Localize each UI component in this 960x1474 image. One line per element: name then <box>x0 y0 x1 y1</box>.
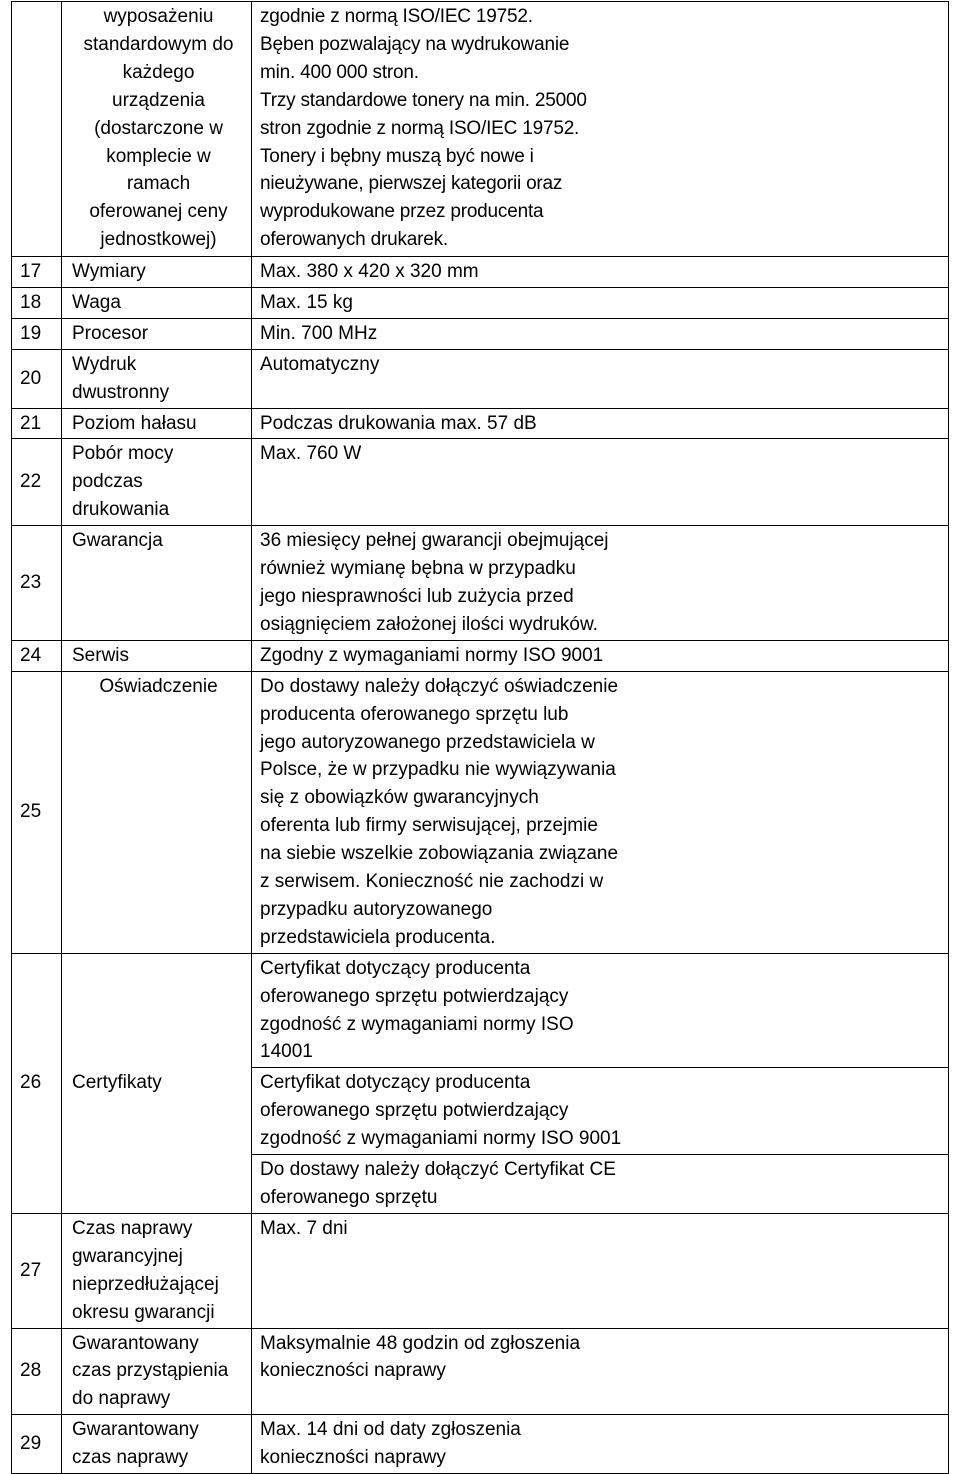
row-value: Min. 700 MHz <box>252 318 949 349</box>
table-row <box>12 2 949 257</box>
row-value: Max. 15 kg <box>252 287 949 318</box>
row-name: Procesor <box>62 318 252 349</box>
row-name: Certyfikaty <box>62 953 252 1213</box>
certificate-iso14001: Certyfikat dotyczący producenta oferowanego sprzętu potwierdzający zgodność z wymaganiami normy ISO 14001 <box>252 953 949 1068</box>
row-value: Max. 14 dni od daty zgłoszenia konieczności naprawy <box>252 1415 949 1474</box>
table-row <box>12 953 949 1068</box>
row-value: zgodnie z normą ISO/IEC 19752. Bęben pozwalający na wydrukowanie min. 400 000 stron. Trzy standardowe tonery na min. 25000 stron zgodnie z normą ISO/IEC 19752. Tonery i bębny muszą być nowe i nieużywane, pierwszej kategorii oraz wyprodukowane przez producenta oferowanych drukarek. <box>252 2 949 257</box>
row-value: Max. 7 dni <box>252 1213 949 1328</box>
table-row <box>12 318 949 349</box>
table-row <box>12 526 949 641</box>
row-number: 23 <box>12 526 62 641</box>
row-number: 27 <box>12 1213 62 1328</box>
table-row <box>12 1328 949 1415</box>
row-name: Czas naprawy gwarancyjnej nieprzedłużającej okresu gwarancji <box>62 1213 252 1328</box>
row-name: Serwis <box>62 640 252 671</box>
table-row <box>12 257 949 288</box>
row-number: 22 <box>12 439 62 526</box>
table-row <box>12 349 949 408</box>
table-row <box>12 439 949 526</box>
table-row <box>12 640 949 671</box>
row-name: Wymiary <box>62 257 252 288</box>
row-number: 21 <box>12 408 62 439</box>
certificate-ce: Do dostawy należy dołączyć Certyfikat CE oferowanego sprzętu <box>252 1155 949 1214</box>
table-row <box>12 287 949 318</box>
row-number: 18 <box>12 287 62 318</box>
row-name: Pobór mocy podczas drukowania <box>62 439 252 526</box>
row-name: Waga <box>62 287 252 318</box>
row-value: Podczas drukowania max. 57 dB <box>252 408 949 439</box>
row-name: Oświadczenie <box>62 671 252 953</box>
row-number: 20 <box>12 349 62 408</box>
row-number: 19 <box>12 318 62 349</box>
row-value: 36 miesięcy pełnej gwarancji obejmującej również wymianę bębna w przypadku jego niesprawności lub zużycia przed osiągnięciem założonej ilości wydruków. <box>252 526 949 641</box>
row-number: 25 <box>12 671 62 953</box>
row-value: Maksymalnie 48 godzin od zgłoszenia konieczności naprawy <box>252 1328 949 1415</box>
row-number: 28 <box>12 1328 62 1415</box>
row-number <box>12 2 62 257</box>
row-value: Do dostawy należy dołączyć oświadczenie producenta oferowanego sprzętu lub jego autoryzowanego przedstawiciela w Polsce, że w przypadku nie wywiązywania się z obowiązków gwarancyjnych oferenta lub firmy serwisującej, przejmie na siebie wszelkie zobowiązania związane z serwisem. Konieczność nie zachodzi w przypadku autoryzowanego przedstawiciela producenta. <box>252 671 949 953</box>
row-name: Gwarantowany czas naprawy <box>62 1415 252 1474</box>
row-name: Gwarantowany czas przystąpienia do naprawy <box>62 1328 252 1415</box>
certificate-iso9001: Certyfikat dotyczący producenta oferowanego sprzętu potwierdzający zgodność z wymaganiami normy ISO 9001 <box>252 1068 949 1155</box>
row-value: Automatyczny <box>252 349 949 408</box>
row-name: Poziom hałasu <box>62 408 252 439</box>
table-row <box>12 671 949 953</box>
row-number: 26 <box>12 953 62 1213</box>
table-row <box>12 1415 949 1474</box>
table-row <box>12 1213 949 1328</box>
row-value: Max. 380 x 420 x 320 mm <box>252 257 949 288</box>
specification-table <box>11 1 949 1474</box>
row-value: Zgodny z wymaganiami normy ISO 9001 <box>252 640 949 671</box>
row-number: 17 <box>12 257 62 288</box>
row-number: 24 <box>12 640 62 671</box>
row-number: 29 <box>12 1415 62 1474</box>
row-value: Max. 760 W <box>252 439 949 526</box>
table-row <box>12 408 949 439</box>
row-name: wyposażeniu standardowym do każdego urządzenia (dostarczone w komplecie w ramach oferowanej ceny jednostkowej) <box>62 2 252 257</box>
row-name: Gwarancja <box>62 526 252 641</box>
row-name: Wydruk dwustronny <box>62 349 252 408</box>
